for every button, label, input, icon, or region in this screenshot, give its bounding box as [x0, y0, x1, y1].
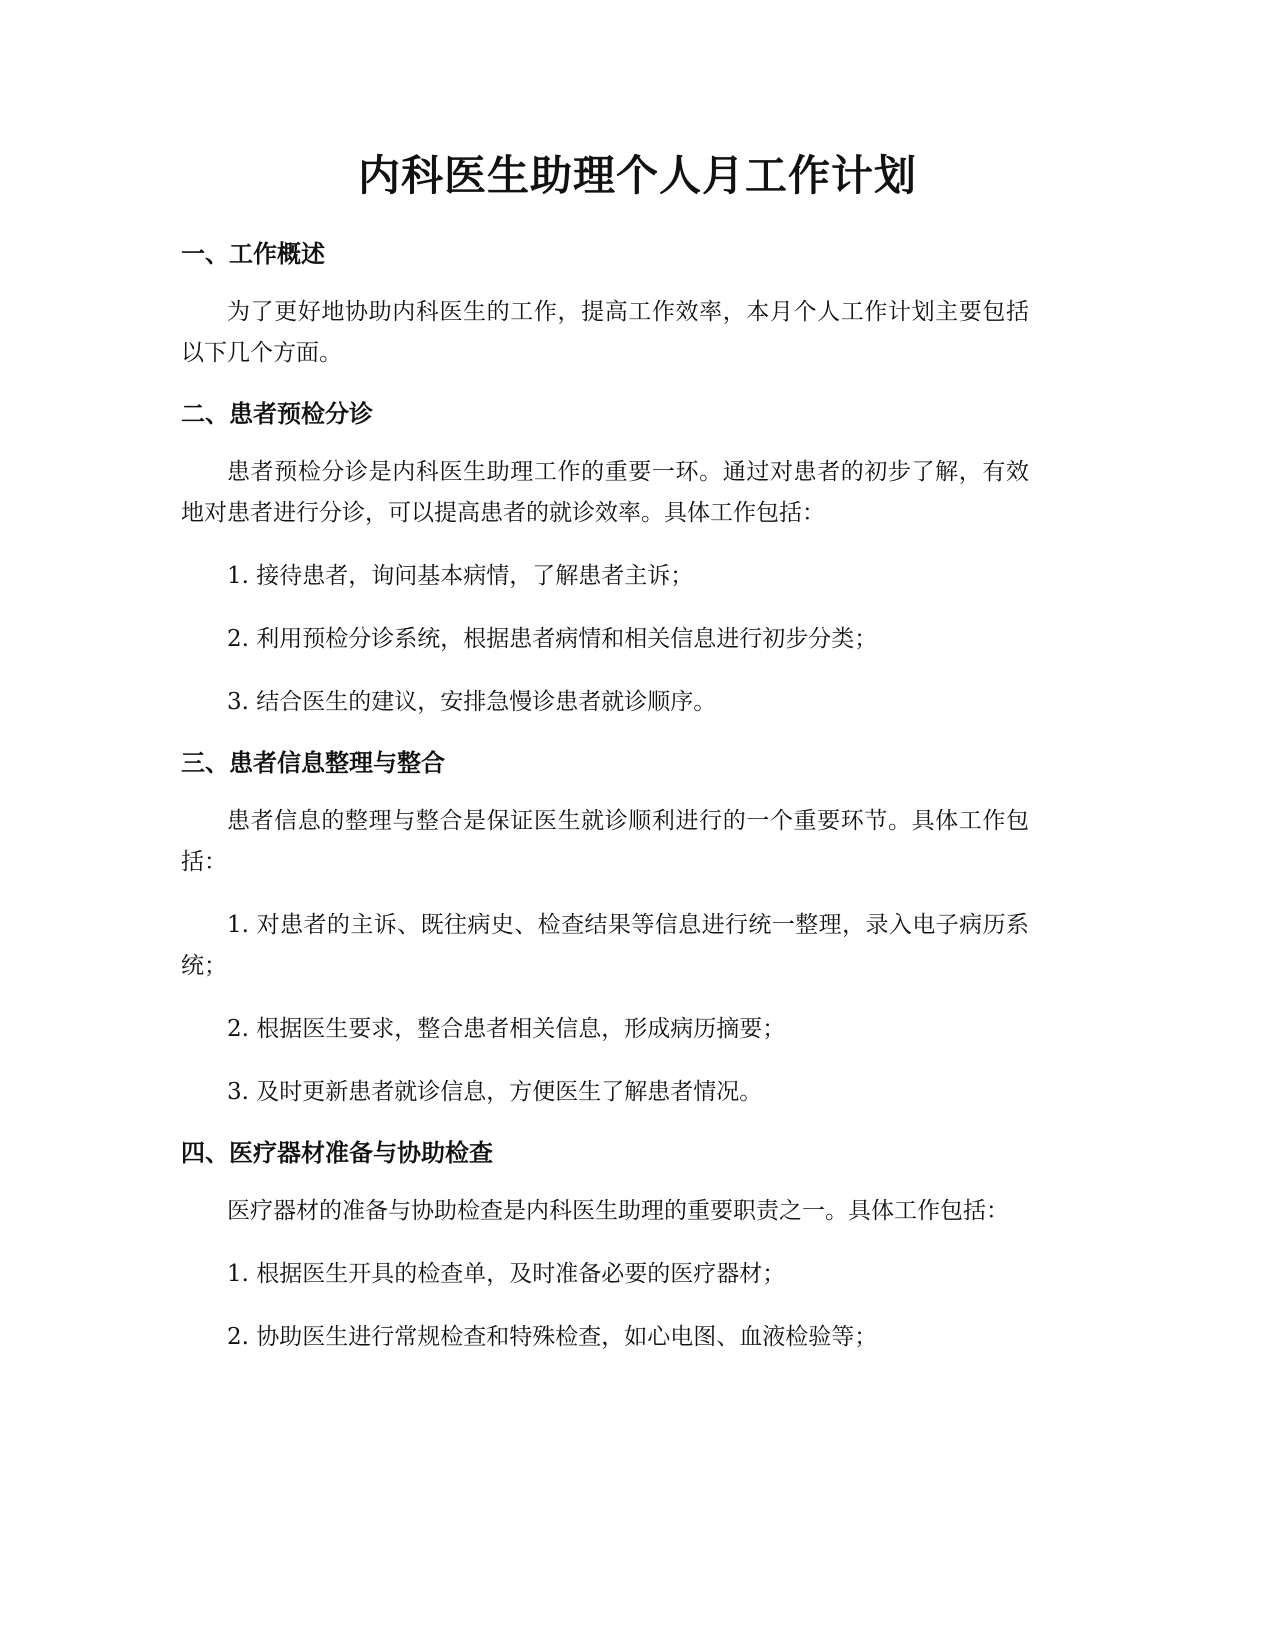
section-overview	[181, 236, 1029, 374]
list-item: 3. 结合医生的建议，安排急慢诊患者就诊顺序。	[227, 689, 717, 715]
section-paragraph: 患者信息的整理与整合是保证医生就诊顺利进行的一个重要环节。具体工作包括：	[181, 808, 1029, 875]
section-triage	[181, 396, 1029, 723]
list-item: 2. 协助医生进行常规检查和特殊检查，如心电图、血液检验等；	[227, 1324, 878, 1350]
section-patient-info	[181, 745, 1029, 1113]
document-body	[181, 236, 1029, 1380]
section-paragraph: 患者预检分诊是内科医生助理工作的重要一环。通过对患者的初步了解，有效地对患者进行分诊，可以提高患者的就诊效率。具体工作包括：	[181, 459, 1029, 526]
section-paragraph: 医疗器材的准备与协助检查是内科医生助理的重要职责之一。具体工作包括：	[227, 1198, 1009, 1224]
list-item: 2. 利用预检分诊系统，根据患者病情和相关信息进行初步分类；	[227, 626, 878, 652]
list-item: 2. 根据医生要求，整合患者相关信息，形成病历摘要；	[227, 1016, 786, 1042]
section-paragraph: 为了更好地协助内科医生的工作，提高工作效率，本月个人工作计划主要包括以下几个方面。	[181, 299, 1029, 366]
list-item: 1. 对患者的主诉、既往病史、检查结果等信息进行统一整理，录入电子病历系统；	[181, 912, 1029, 979]
list-item: 1. 根据医生开具的检查单，及时准备必要的医疗器材；	[227, 1261, 786, 1287]
section-equipment	[181, 1135, 1029, 1358]
list-item: 3. 及时更新患者就诊信息，方便医生了解患者情况。	[227, 1079, 763, 1105]
section-heading: 一、工作概述	[181, 240, 325, 268]
section-heading: 三、患者信息整理与整合	[181, 749, 445, 777]
document-title: 内科医生助理个人月工作计划	[357, 151, 917, 200]
section-heading: 四、医疗器材准备与协助检查	[181, 1139, 493, 1167]
section-heading: 二、患者预检分诊	[181, 400, 373, 428]
list-item: 1. 接待患者，询问基本病情，了解患者主诉；	[227, 563, 694, 589]
